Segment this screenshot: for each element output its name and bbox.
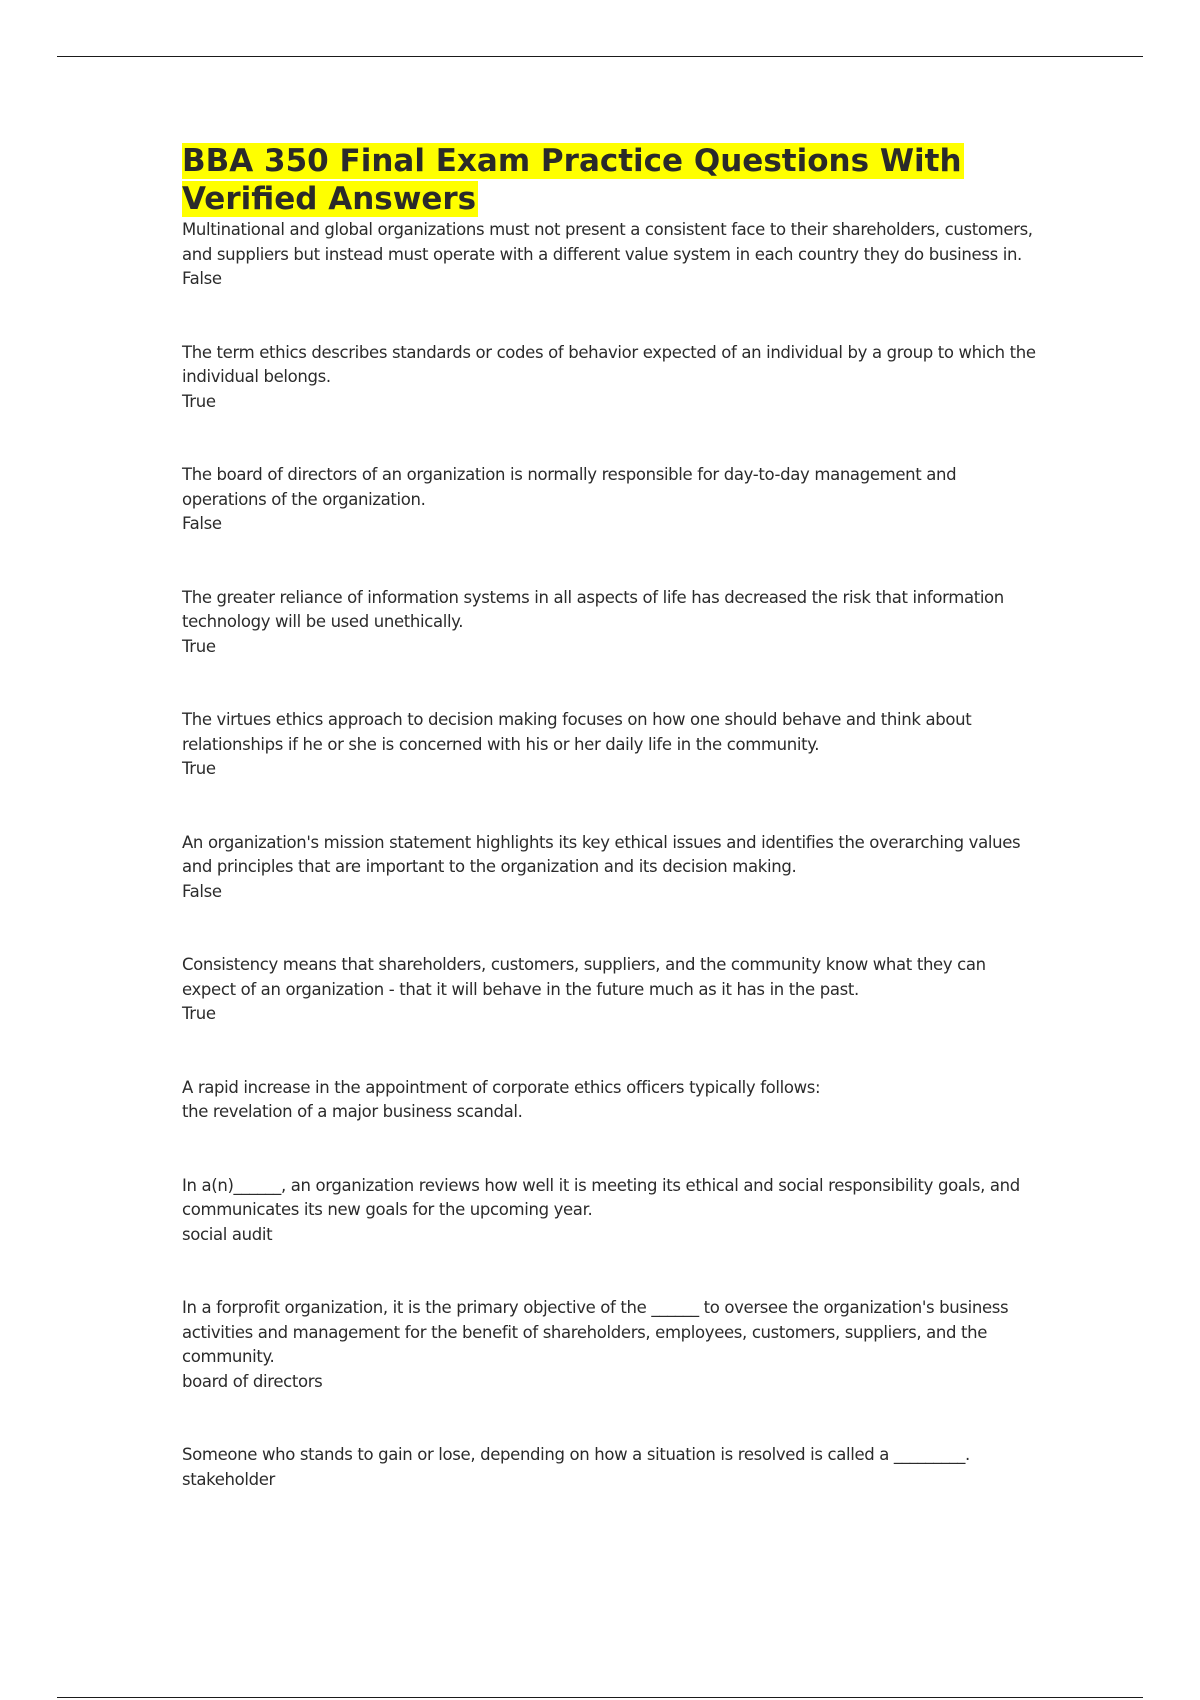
question-text: The greater reliance of information systems in all aspects of life has decreased the risk that information technology will be used unethically.	[182, 587, 1004, 631]
answer-text: True	[182, 391, 216, 411]
qa-item	[182, 953, 1042, 1027]
document-title	[182, 142, 1042, 218]
qa-item	[182, 341, 1042, 415]
question-text: An organization's mission statement highlights its key ethical issues and identifies the overarching values and principles that are important to the organization and its decision making.	[182, 832, 1021, 876]
question-text: A rapid increase in the appointment of corporate ethics officers typically follows:	[182, 1077, 821, 1097]
question-text: The term ethics describes standards or codes of behavior expected of an individual by a group to which the individual belongs.	[182, 342, 1036, 386]
top-page-rule	[57, 56, 1143, 57]
answer-text: the revelation of a major business scandal.	[182, 1102, 523, 1121]
qa-item	[182, 708, 1042, 782]
qa-list	[182, 218, 1042, 1492]
question-text: In a forprofit organization, it is the primary objective of the ______ to oversee the organization's business activities and management for the benefit of shareholders, employees, customers, suppliers, and the community.	[182, 1298, 1009, 1366]
qa-item	[182, 1443, 1042, 1492]
answer-text: True	[182, 1004, 216, 1023]
qa-item	[182, 1076, 1042, 1125]
bottom-page-rule	[57, 1697, 1143, 1698]
answer-text: False	[182, 514, 222, 533]
title-highlight: BBA 350 Final Exam Practice Questions With Verified Answers	[182, 143, 962, 217]
answer-text: social audit	[182, 1224, 273, 1244]
qa-item	[182, 463, 1042, 537]
answer-text: False	[182, 269, 222, 288]
qa-item	[182, 218, 1042, 292]
qa-item	[182, 1174, 1042, 1248]
question-text: Consistency means that shareholders, customers, suppliers, and the community know what they can expect of an organization - that it will behave in the future much as it has in the past.	[182, 955, 986, 999]
question-text: In a(n)______, an organization reviews how well it is meeting its ethical and social responsibility goals, and communicates its new goals for the upcoming year.	[182, 1175, 1020, 1219]
qa-item	[182, 586, 1042, 660]
question-text: The virtues ethics approach to decision making focuses on how one should behave and think about relationships if he or she is concerned with his or her daily life in the community.	[182, 710, 972, 754]
answer-text: False	[182, 881, 222, 901]
question-text: Multinational and global organizations must not present a consistent face to their shareholders, customers, and suppliers but instead must operate with a different value system in each country they do business in.	[182, 220, 1033, 264]
qa-item	[182, 831, 1042, 905]
answer-text: stakeholder	[182, 1469, 275, 1489]
question-text: Someone who stands to gain or lose, depending on how a situation is resolved is called a _________.	[182, 1445, 970, 1464]
question-text: The board of directors of an organization is normally responsible for day-to-day management and operations of the organization.	[182, 465, 957, 509]
answer-text: board of directors	[182, 1371, 323, 1391]
qa-item	[182, 1296, 1042, 1394]
answer-text: True	[182, 759, 216, 778]
answer-text: True	[182, 636, 216, 656]
document-body	[182, 142, 1042, 1492]
